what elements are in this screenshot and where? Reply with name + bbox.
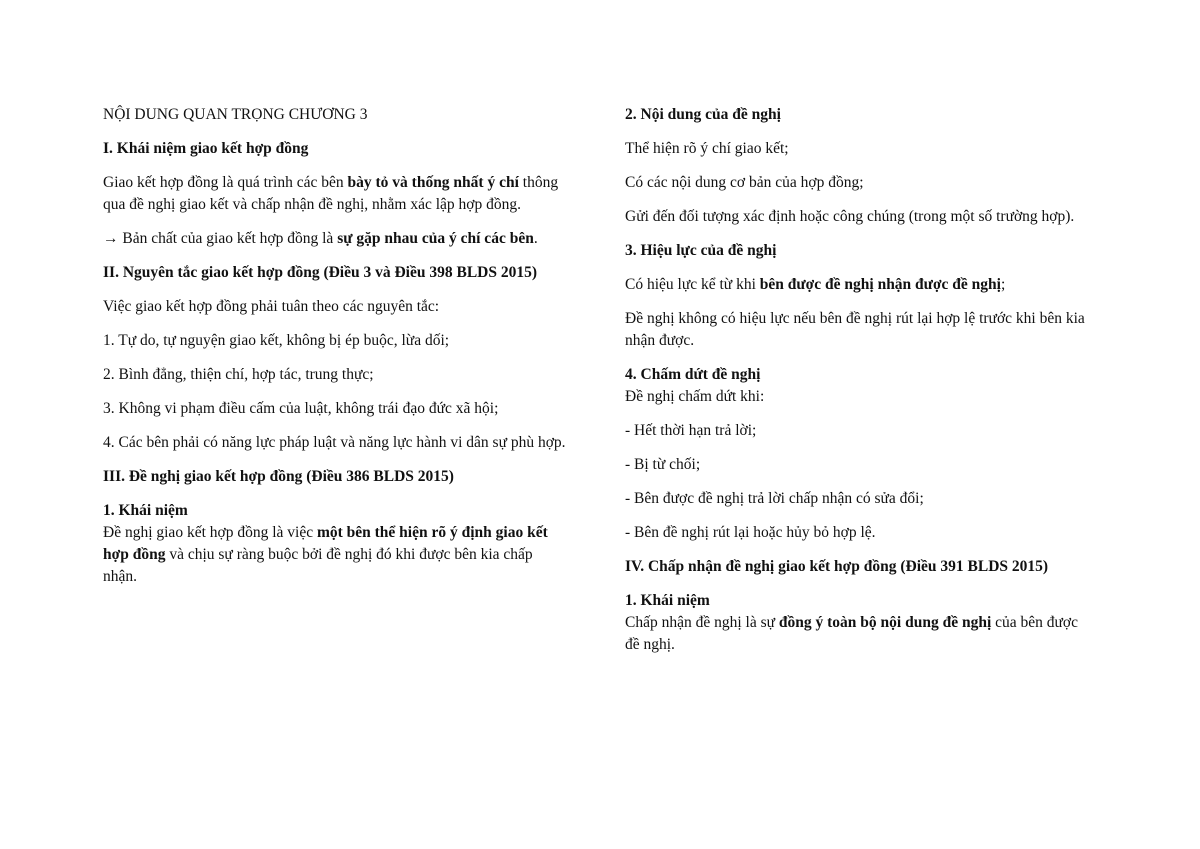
section-3-heading: III. Đề nghị giao kết hợp đồng (Điều 386 BLDS 2015) <box>103 468 454 485</box>
offer-content-item-1: Thể hiện rõ ý chí giao kết; <box>625 140 789 157</box>
offer-definition-bold: một bên thể hiện rõ ý định giao kết hợp đồng <box>103 524 548 563</box>
offer-content-item-2: Có các nội dung cơ bản của hợp đồng; <box>625 174 864 191</box>
definition-bold-text: bày tỏ và thống nhất ý chí <box>347 174 519 191</box>
validity-bold-text: bên được đề nghị nhận được đề nghị <box>759 276 1001 293</box>
section-2-intro: Việc giao kết hợp đồng phải tuân theo các nguyên tắc: <box>103 298 440 315</box>
section-3-definition <box>103 522 569 588</box>
nature-text-end: . <box>533 230 538 247</box>
principle-item-4: 4. Các bên phải có năng lực pháp luật và năng lực hành vi dân sự phù hợp. <box>103 434 566 451</box>
document-title: NỘI DUNG QUAN TRỌNG CHƯƠNG 3 <box>103 106 368 123</box>
termination-item-1: - Hết thời hạn trả lời; <box>625 422 757 439</box>
acceptance-text-end: của bên được đề nghị. <box>625 614 1079 653</box>
acceptance-bold-text: đồng ý toàn bộ nội dung đề nghị <box>778 614 992 631</box>
nature-bold-text: sự gặp nhau của ý chí các bên <box>337 230 534 247</box>
definition-text-start: Giao kết hợp đồng là quá trình các bên <box>103 174 348 191</box>
offer-content-heading: 2. Nội dung của đề nghị <box>625 106 781 123</box>
nature-text-start: → Bản chất của giao kết hợp đồng là <box>103 230 338 247</box>
termination-item-4: - Bên đề nghị rút lại hoặc hủy bỏ hợp lệ. <box>625 524 876 541</box>
offer-validity-heading: 3. Hiệu lực của đề nghị <box>625 242 777 259</box>
offer-termination-intro: Đề nghị chấm dứt khi: <box>625 388 765 405</box>
section-4-subheading: 1. Khái niệm <box>625 592 710 609</box>
section-4-heading: IV. Chấp nhận đề nghị giao kết hợp đồng (Điều 391 BLDS 2015) <box>625 558 1049 575</box>
termination-item-2: - Bị từ chối; <box>625 456 701 473</box>
left-column <box>103 104 569 600</box>
offer-content-item-3: Gửi đến đối tượng xác định hoặc công chúng (trong một số trường hợp). <box>625 208 1075 225</box>
principle-item-2: 2. Bình đẳng, thiện chí, hợp tác, trung thực; <box>103 366 374 383</box>
section-1-heading: I. Khái niệm giao kết hợp đồng <box>103 140 309 157</box>
right-column <box>625 104 1091 668</box>
section-3-subheading: 1. Khái niệm <box>103 502 188 519</box>
acceptance-text-start: Chấp nhận đề nghị là sự <box>625 614 779 631</box>
offer-validity-item-2: Đề nghị không có hiệu lực nếu bên đề nghị rút lại hợp lệ trước khi bên kia nhận được. <box>625 310 1085 349</box>
section-2-heading: II. Nguyên tắc giao kết hợp đồng (Điều 3 và Điều 398 BLDS 2015) <box>103 264 538 281</box>
validity-text-start: Có hiệu lực kể từ khi <box>625 276 760 293</box>
section-1-definition <box>103 172 569 216</box>
offer-definition-start: Đề nghị giao kết hợp đồng là việc <box>103 524 317 541</box>
principle-item-1: 1. Tự do, tự nguyện giao kết, không bị ép buộc, lừa dối; <box>103 332 450 349</box>
principle-item-3: 3. Không vi phạm điều cấm của luật, không trái đạo đức xã hội; <box>103 400 499 417</box>
offer-termination-heading: 4. Chấm dứt đề nghị <box>625 366 761 383</box>
offer-validity-item-1 <box>625 274 1091 296</box>
section-1-nature <box>103 228 569 250</box>
definition-text-end: thông qua đề nghị giao kết và chấp nhận đề nghị, nhằm xác lập hợp đồng. <box>103 174 559 213</box>
validity-text-end: ; <box>1000 276 1006 293</box>
termination-item-3: - Bên được đề nghị trả lời chấp nhận có sửa đổi; <box>625 490 924 507</box>
section-4-definition <box>625 612 1091 656</box>
offer-definition-end: và chịu sự ràng buộc bởi đề nghị đó khi được bên kia chấp nhận. <box>103 546 533 585</box>
